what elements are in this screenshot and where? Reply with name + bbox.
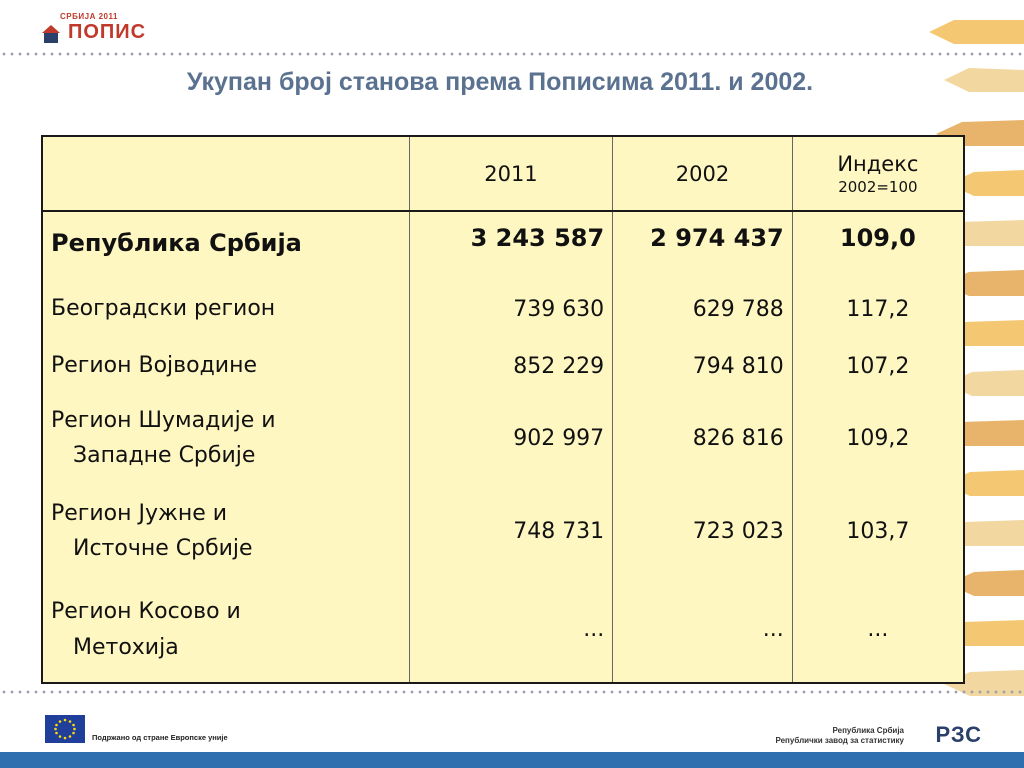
value-2002: 826 816 [613,391,793,485]
republic-name: Република Србија [832,726,904,735]
row-label: Република Србија [42,211,409,277]
value-2002: 629 788 [613,277,793,341]
value-2002: 2 974 437 [613,211,793,277]
table-row [42,341,964,391]
value-2011: 748 731 [409,485,612,577]
row-label-line2: Метохија [73,634,179,660]
table-row-total [42,211,964,277]
row-label-line2: Источне Србије [73,536,253,561]
rzs-logo: РЗС [935,722,982,747]
row-label-line1: Регион Војводине [51,353,258,379]
value-2011: 902 997 [409,391,612,485]
value-2011: 3 243 587 [409,211,612,277]
eu-support-text: Подржано од стране Европске уније [92,733,228,742]
dwellings-table [41,135,965,684]
header-2002: 2002 [613,136,793,211]
logo-text: ПОПИС [68,21,147,43]
row-label [42,391,409,485]
row-label-line2: Западне Србије [73,443,256,468]
value-2011: ... [409,577,612,683]
footer-bar [0,752,1024,768]
table-row [42,391,964,485]
census-logo [40,12,147,46]
header-index-base: 2002=100 [838,177,918,196]
value-2011: 852 229 [409,341,612,391]
top-dotted-divider [0,52,1024,56]
eu-flag-icon [45,715,85,743]
value-2011: 739 630 [409,277,612,341]
row-label [42,485,409,577]
value-2002: 794 810 [613,341,793,391]
value-index: 117,2 [792,277,964,341]
bottom-dotted-divider [0,690,1024,694]
row-label [42,341,409,391]
value-2002: 723 023 [613,485,793,577]
row-label-line1: Регион Јужне и [51,500,228,526]
house-icon [40,22,62,44]
value-index: 109,0 [792,211,964,277]
row-label-line1: Регион Шумадије и [51,407,276,433]
page-title: Укупан број станова према Пописима 2011. и 2002. [186,68,814,96]
value-2002: ... [613,577,793,683]
header-2011: 2011 [409,136,612,211]
value-index: 109,2 [792,391,964,485]
row-label [42,277,409,341]
value-index: ... [792,577,964,683]
table-row [42,485,964,577]
header-index-label: Индекс [837,151,919,176]
table-row [42,277,964,341]
row-label-line1: Регион Косово и [51,599,241,625]
header-index [792,136,964,211]
value-index: 107,2 [792,341,964,391]
institute-name: Републички завод за статистику [775,736,904,745]
header-blank [42,136,409,211]
row-label-line1: Београдски регион [51,296,276,322]
row-label [42,577,409,683]
table-row [42,577,964,683]
logo-year: СРБИЈА 2011 [60,12,118,21]
value-index: 103,7 [792,485,964,577]
table-header-row [42,136,964,211]
